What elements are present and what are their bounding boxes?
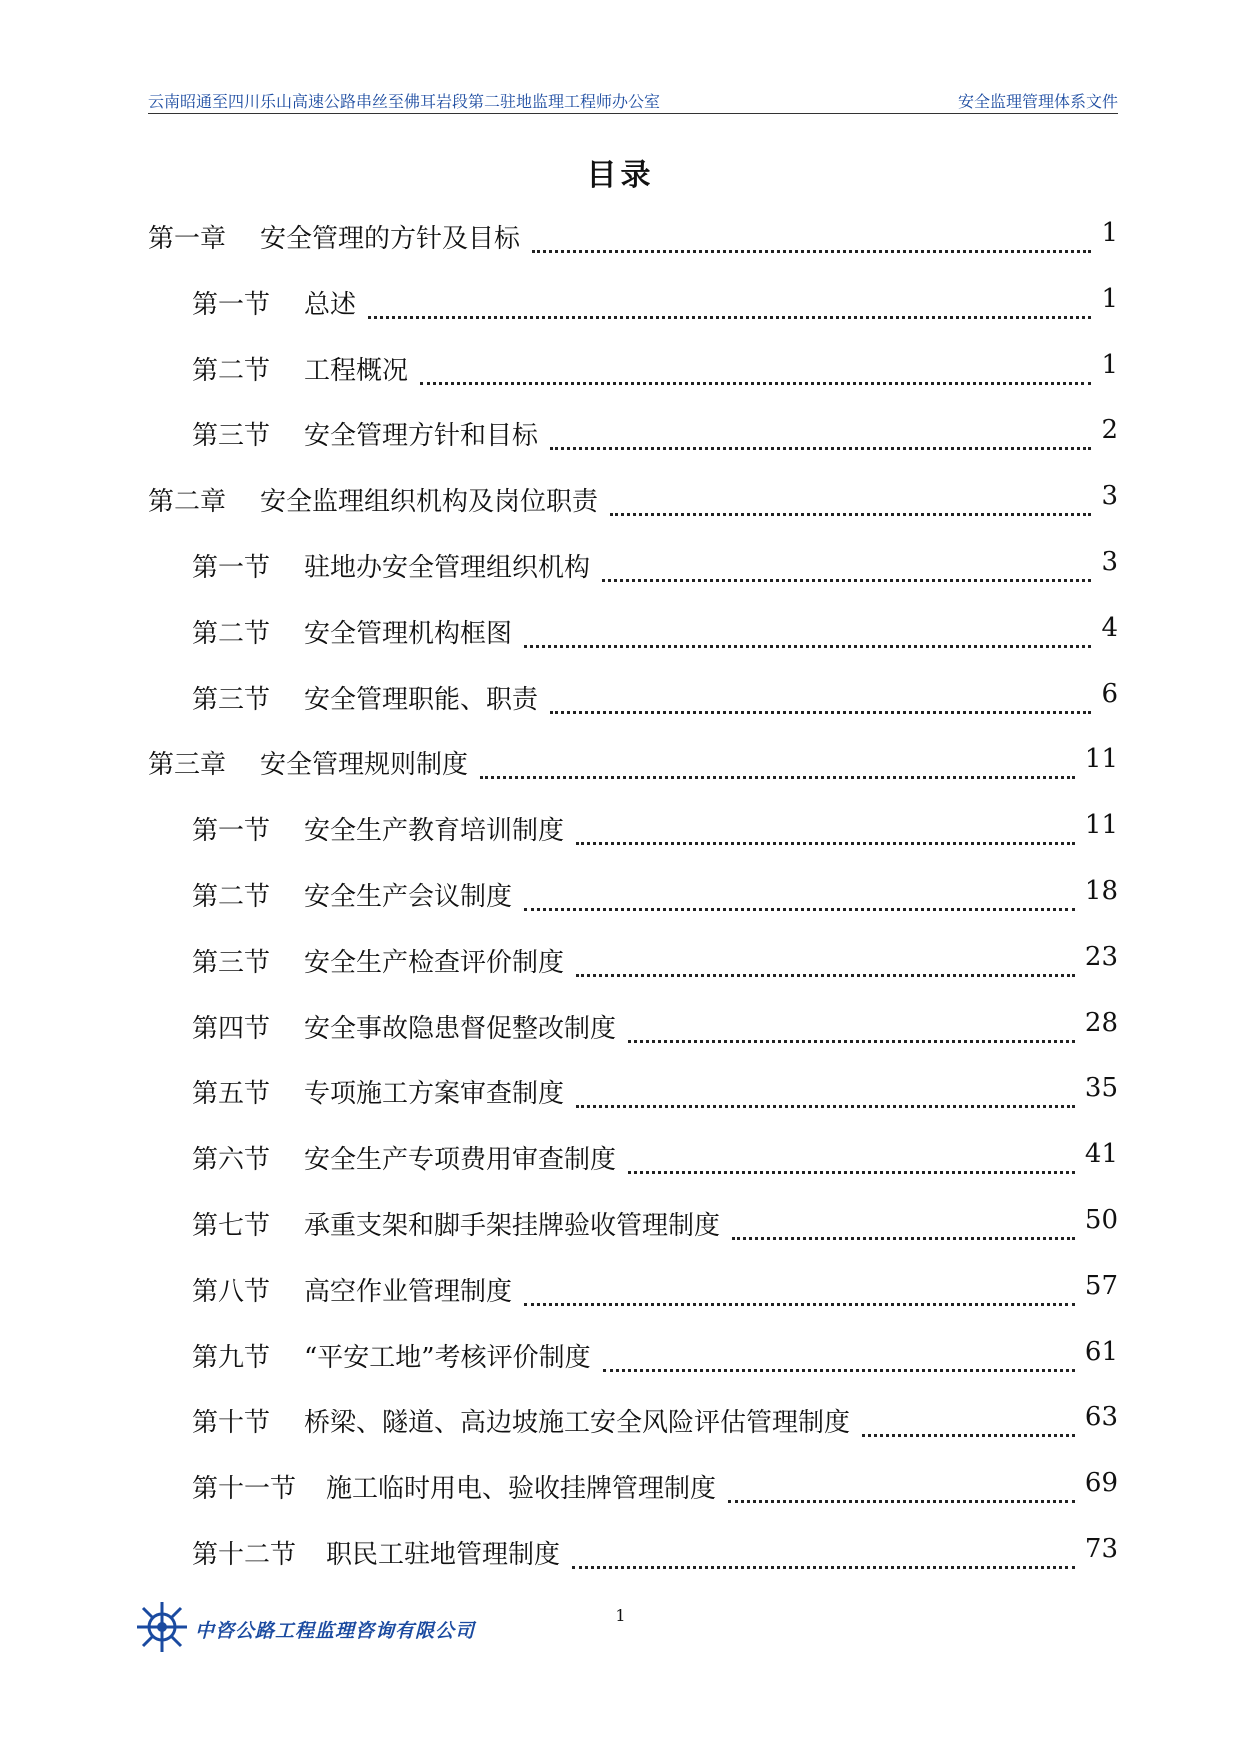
toc-entry-number: 第五节: [192, 1079, 271, 1110]
toc-entry[interactable]: [0, 1205, 1241, 1245]
toc-entry-number: 第四节: [192, 1013, 271, 1044]
toc-entry-page: 50: [1077, 1205, 1118, 1235]
toc-leader-dots: [576, 1105, 1075, 1108]
toc-leader-dots: [732, 1237, 1075, 1240]
toc-entry[interactable]: [0, 284, 1241, 324]
toc-entry-title: 安全管理的方针及目标: [260, 218, 534, 255]
toc-entry-title: 驻地办安全管理组织机构: [304, 547, 604, 584]
page-header: [148, 88, 1118, 112]
toc-entry[interactable]: [0, 679, 1241, 719]
toc-leader-dots: [524, 645, 1091, 648]
toc-entry-title: 总述: [304, 284, 370, 321]
toc-leader-dots: [728, 1500, 1075, 1503]
toc-entry[interactable]: [0, 1271, 1241, 1311]
toc-entry-title: 安全事故隐患督促整改制度: [304, 1008, 630, 1045]
toc-leader-dots: [572, 1566, 1075, 1569]
toc-entry-title: 专项施工方案审查制度: [304, 1073, 578, 1110]
page-number: 1: [615, 1606, 626, 1625]
header-divider: [148, 113, 1118, 114]
toc-leader-dots: [532, 250, 1091, 253]
toc-entry-page: 41: [1077, 1139, 1118, 1169]
toc-entry-page: 73: [1077, 1534, 1118, 1564]
toc-leader-dots: [550, 711, 1091, 714]
toc-entry-page: 35: [1077, 1073, 1118, 1103]
toc-entry-number: 第六节: [192, 1145, 271, 1176]
toc-entry[interactable]: [0, 415, 1241, 455]
toc-entry[interactable]: [0, 481, 1241, 521]
toc-entry-number: 第一节: [192, 816, 271, 847]
toc-entry[interactable]: [0, 1073, 1241, 1113]
header-left-text: 云南昭通至四川乐山高速公路串丝至佛耳岩段第二驻地监理工程师办公室: [148, 92, 661, 111]
toc-leader-dots: [603, 1369, 1075, 1372]
page-title: 目录: [586, 158, 655, 193]
toc-entry-page: 18: [1077, 876, 1118, 906]
toc-entry-title: 安全管理职能、职责: [304, 679, 552, 716]
toc-entry-title: 安全生产检查评价制度: [304, 942, 578, 979]
toc-entry[interactable]: [0, 1337, 1241, 1377]
toc-entry-page: 11: [1077, 810, 1118, 840]
toc-entry-number: 第二章: [148, 487, 227, 518]
toc-entry-title: 安全生产专项费用审查制度: [304, 1139, 630, 1176]
toc-entry-number: 第十节: [192, 1408, 271, 1439]
toc-entry-title: 桥梁、隧道、高边坡施工安全风险评估管理制度: [304, 1402, 864, 1439]
toc-leader-dots: [628, 1171, 1075, 1174]
toc-entry[interactable]: [0, 1008, 1241, 1048]
toc-entry-number: 第八节: [192, 1276, 271, 1307]
toc-leader-dots: [524, 1303, 1075, 1306]
toc-leader-dots: [576, 842, 1075, 845]
toc-entry-page: 1: [1093, 350, 1118, 380]
toc-entry[interactable]: [0, 876, 1241, 916]
toc-entry-title: 职民工驻地管理制度: [326, 1534, 574, 1571]
toc-entry[interactable]: [0, 1534, 1241, 1574]
toc-entry-page: 11: [1077, 744, 1118, 774]
toc-entry-title: 安全生产教育培训制度: [304, 810, 578, 847]
toc-entry-page: 69: [1077, 1468, 1118, 1498]
toc-entry-page: 57: [1077, 1271, 1118, 1301]
toc-entry-page: 1: [1093, 284, 1118, 314]
toc-entry-number: 第二节: [192, 882, 271, 912]
toc-entry-page: 4: [1093, 613, 1118, 643]
toc-leader-dots: [602, 579, 1091, 582]
toc-entry[interactable]: [0, 1402, 1241, 1442]
toc-entry-title: “平安工地”考核评价制度: [304, 1337, 605, 1374]
company-name: 中咨公路工程监理咨询有限公司: [195, 1619, 476, 1642]
toc-entry-title: 承重支架和脚手架挂牌验收管理制度: [304, 1205, 734, 1242]
toc-entry-page: 3: [1093, 481, 1118, 511]
toc-entry-title: 高空作业管理制度: [304, 1271, 526, 1308]
toc-leader-dots: [610, 513, 1091, 516]
toc-entry[interactable]: [0, 744, 1241, 784]
toc-entry[interactable]: [0, 350, 1241, 390]
toc-entry[interactable]: [0, 613, 1241, 653]
toc-leader-dots: [576, 974, 1075, 977]
toc-entry-page: 23: [1077, 942, 1118, 972]
toc-entry-number: 第三章: [148, 750, 227, 781]
toc-entry-number: 第二节: [192, 355, 271, 386]
toc-entry[interactable]: [0, 942, 1241, 982]
toc-entry-page: 63: [1077, 1402, 1118, 1432]
toc-entry-page: 3: [1093, 547, 1118, 577]
toc-entry-number: 第一节: [192, 289, 271, 320]
toc-leader-dots: [524, 908, 1075, 911]
toc-entry[interactable]: [0, 547, 1241, 587]
toc-entry-page: 28: [1077, 1008, 1118, 1038]
toc-entry-title: 安全生产会议制度: [304, 876, 526, 913]
toc-entry-number: 第十二节: [192, 1540, 297, 1570]
toc-entry-number: 第七节: [192, 1211, 271, 1241]
toc-leader-dots: [550, 447, 1091, 450]
toc-leader-dots: [480, 776, 1075, 779]
toc-entry-number: 第一章: [148, 224, 227, 254]
toc-entry[interactable]: [0, 1468, 1241, 1508]
toc-leader-dots: [368, 316, 1091, 319]
toc-entry-title: 施工临时用电、验收挂牌管理制度: [326, 1468, 730, 1505]
toc-entry-title: 安全管理机构框图: [304, 613, 526, 650]
toc-entry-number: 第二节: [192, 618, 271, 649]
toc-entry-number: 第三节: [192, 421, 271, 452]
toc-entry-title: 安全管理方针和目标: [304, 415, 552, 452]
toc-leader-dots: [420, 382, 1091, 385]
toc-entry-title: 安全监理组织机构及岗位职责: [260, 481, 612, 518]
toc-entry-number: 第三节: [192, 947, 271, 978]
toc-entry-title: 工程概况: [304, 350, 422, 387]
header-right-text: 安全监理管理体系文件: [957, 92, 1118, 111]
toc-entry-page: 1: [1093, 218, 1118, 248]
toc-entry-title: 安全管理规则制度: [260, 744, 482, 781]
toc-entry-page: 2: [1093, 415, 1118, 445]
toc-entry-number: 第三节: [192, 684, 271, 715]
toc-entry-number: 第一节: [192, 553, 271, 583]
toc-entry-page: 61: [1077, 1337, 1118, 1367]
toc-entry-number: 第九节: [192, 1342, 271, 1373]
toc-entry-page: 6: [1093, 679, 1118, 709]
toc-leader-dots: [628, 1040, 1075, 1043]
toc-entry[interactable]: [0, 810, 1241, 850]
toc-entry-number: 第十一节: [192, 1474, 297, 1505]
toc-entry[interactable]: [0, 1139, 1241, 1179]
toc-leader-dots: [862, 1434, 1075, 1437]
toc-entry[interactable]: [0, 218, 1241, 258]
